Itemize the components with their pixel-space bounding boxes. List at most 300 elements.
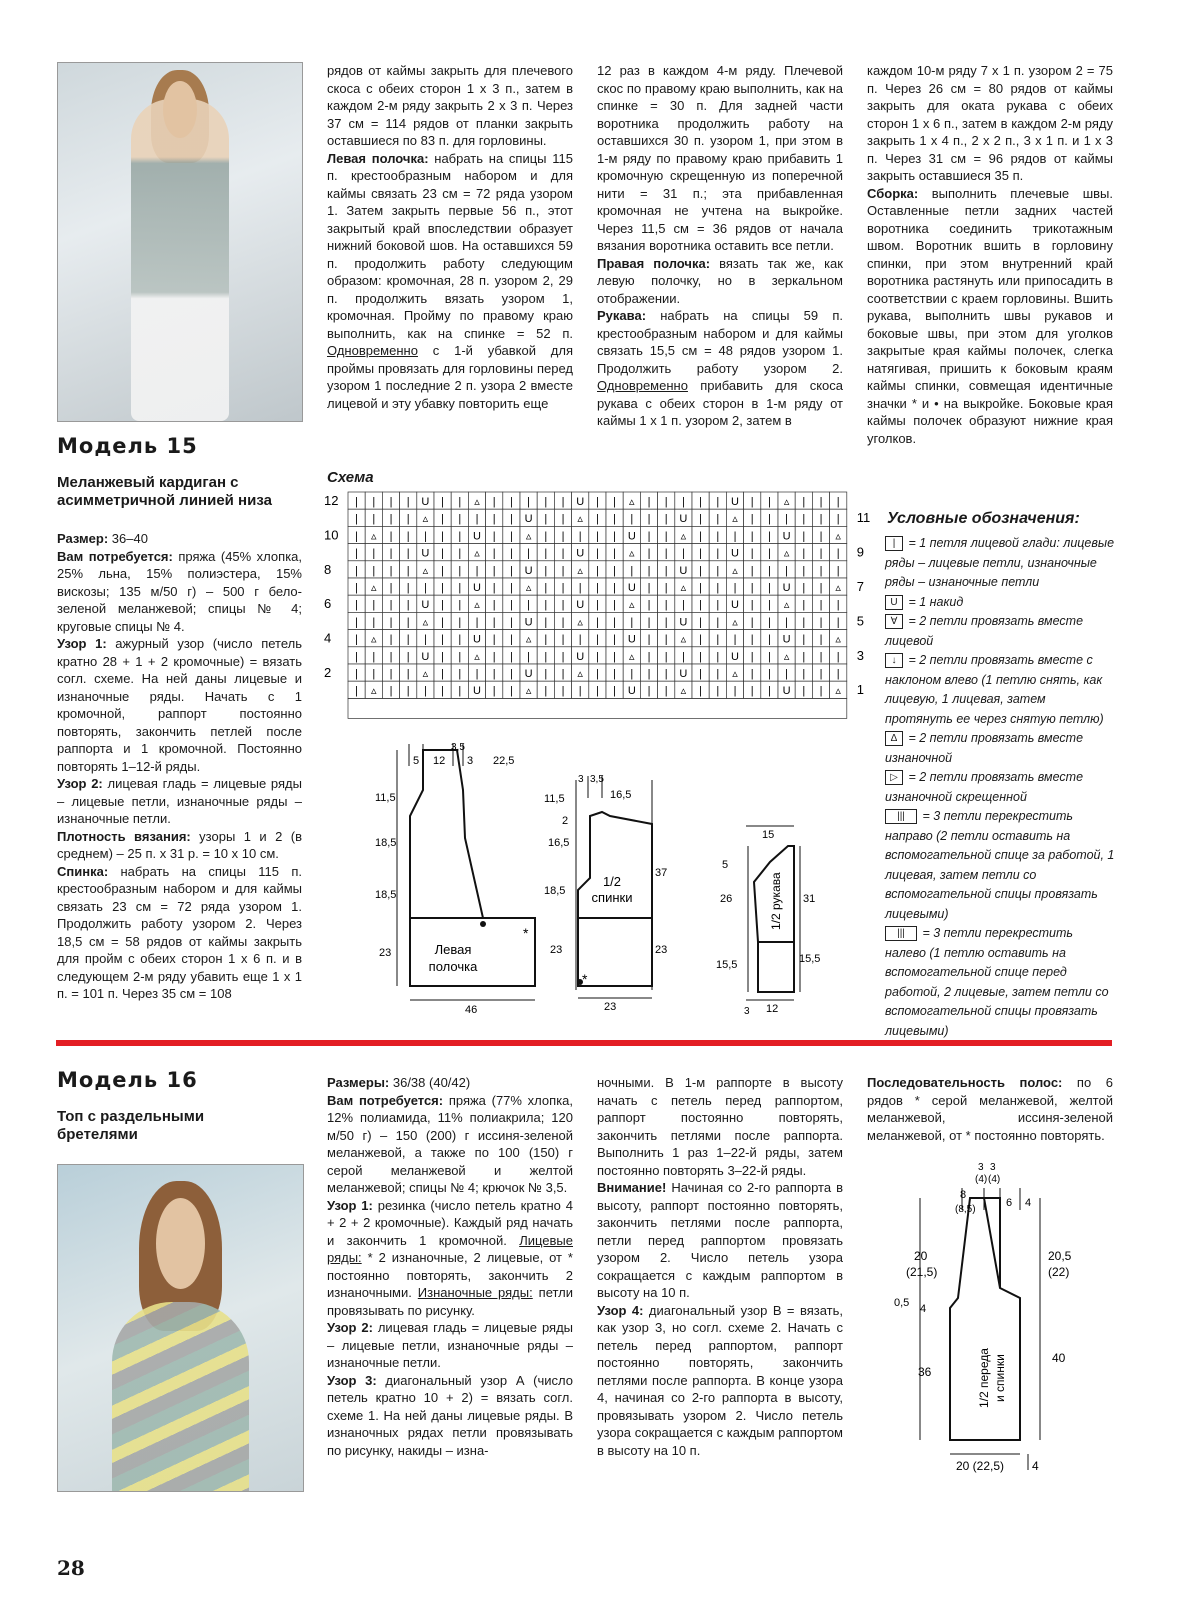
chart-symbol: | [441, 530, 445, 543]
chart-row-number: 10 [324, 527, 339, 543]
piece-label: Левая [434, 942, 472, 957]
chart-symbol: | [750, 547, 754, 560]
chart-symbol: | [527, 599, 531, 612]
chart-symbol: | [819, 547, 823, 560]
diagram-left-front [365, 738, 555, 1023]
chart-symbol: | [647, 513, 651, 526]
chart-symbol: | [613, 496, 617, 508]
chart-symbol: | [458, 633, 462, 646]
chart-symbol: ▵ [525, 530, 532, 543]
chart-symbol: | [372, 650, 376, 663]
chart-symbol: | [389, 496, 393, 508]
chart-symbol: | [372, 547, 376, 560]
chart-symbol: ▵ [577, 668, 583, 680]
chart-symbol: | [561, 685, 565, 698]
chart-symbol: | [561, 547, 565, 560]
chart-symbol: | [613, 685, 617, 698]
model15-col4 [867, 62, 1113, 447]
chart-symbol: ▵ [680, 633, 687, 646]
chart-symbol: | [664, 582, 668, 594]
chart-symbol: | [441, 668, 445, 680]
chart-symbol: | [699, 650, 703, 663]
chart-symbol: | [492, 685, 496, 698]
legend [885, 534, 1115, 1041]
paragraph: Узор 1: резинка (число петель кратно 4 + 2 + 2 кромочные). Каждый ряд начать и закончить 1 кромочной. Лицевые ряды: * 2 изнаночные, 2 лицевые, от * постоянно повторять, закончить 2 изнаночными. Изнаночные ряды: петли провязывать по рисунку. [327, 1197, 574, 1318]
chart-symbol: | [458, 616, 462, 629]
model15-subtitle [57, 474, 307, 510]
model15-subtitle-line2: асимметричной линией низа [57, 492, 272, 509]
legend-item: Δ = 2 петли провязать вместе изнаночной [885, 731, 1084, 765]
dim-label: 6 [1006, 1197, 1013, 1209]
chart-symbol: | [664, 650, 668, 663]
chart-symbol: | [458, 685, 462, 698]
chart-symbol: | [458, 668, 462, 680]
chart-symbol: | [699, 599, 703, 612]
paragraph: Сборка: выполнить плечевые швы. Оставленные петли задних частей воротника соединить трикотажным швом. Воротник вшить в горловину спинки, при этом внутренний край воротника растянуть или припосадить в соответствии с краем горловины. Вшить рукава, выполнить швы рукавов и боковые швы, при этом для уголков закрытые края каймы полочек, слегка натягивая, пришить к боковым краям каймы спинки, совмещая идентичные значки * и • на выкройке. Боковые края каймы полочек образуют нижние края уголков. [867, 185, 1113, 446]
chart-symbol: | [509, 564, 513, 577]
diagram-top [880, 1158, 1100, 1488]
piece-label: 1/2 переда [977, 1348, 991, 1408]
section-divider [56, 1040, 1112, 1046]
dim-label: 18,5 [375, 837, 397, 849]
dim-label: 20,5 [1048, 1249, 1072, 1263]
chart-symbol: | [441, 513, 445, 526]
dim-label: 15,5 [799, 953, 821, 965]
chart-symbol: | [561, 496, 565, 508]
chart-symbol: | [544, 530, 548, 543]
chart-symbol: | [785, 668, 789, 680]
chart-symbol: | [544, 582, 548, 594]
chart-symbol: | [595, 599, 599, 612]
chart-symbol: | [355, 513, 359, 526]
chart-symbol: | [716, 650, 720, 663]
chart-symbol: | [355, 530, 359, 543]
chart-symbol: | [492, 530, 496, 543]
dim-label: 2 [562, 815, 569, 827]
chart-symbol: | [372, 668, 376, 680]
chart-row-number: 7 [856, 579, 865, 594]
cross-right-icon: ||| [885, 809, 917, 824]
chart-symbol: | [406, 582, 410, 594]
chart-symbol: | [647, 599, 651, 612]
chart-symbol: | [372, 513, 376, 526]
chart-symbol: | [509, 530, 513, 543]
chart-symbol: | [716, 547, 720, 560]
chart-symbol: | [458, 496, 462, 508]
k2tog-icon: ∀ [885, 614, 903, 629]
model16-subtitle [57, 1108, 307, 1144]
chart-symbol: U [679, 616, 688, 629]
dim-label: 12 [433, 755, 446, 767]
chart-symbol: U [524, 564, 533, 577]
piece-label: спинки [591, 890, 633, 905]
chart-symbol: U [576, 547, 585, 560]
chart-row-number: 8 [324, 561, 332, 577]
chart-symbol: | [441, 599, 445, 612]
chart-symbol: | [389, 513, 393, 526]
piece-label: 1/2 [602, 874, 622, 889]
chart-symbol: ▵ [835, 530, 841, 543]
chart-symbol: | [630, 616, 634, 629]
paragraph: Размер: 36–40 [57, 531, 148, 546]
chart-symbol: | [544, 496, 548, 508]
model15-col1 [57, 530, 302, 1003]
chart-row-number: 9 [856, 544, 865, 560]
chart-symbol: | [836, 599, 840, 612]
chart-symbol: | [475, 616, 479, 629]
legend-item: ||| = 3 петли перекрестить налево (1 петлю оставить на вспомогательной спице перед работой, 2 лицевые, затем петли со вспомогательной спицы провязать лицевыми) [885, 926, 1109, 1038]
chart-symbol: | [716, 564, 720, 577]
chart-symbol: | [527, 547, 531, 560]
chart-symbol: | [492, 650, 496, 663]
chart-symbol: U [627, 582, 636, 594]
chart-symbol: | [544, 547, 548, 560]
paragraph: Узор 4: диагональный узор В = вязать, как узор 3, но согл. схеме 2. Начать с петель перед раппортом, раппорт постоянно повторять, закончить петлями после раппорта. В конце узора 4, начиная со 2-го раппорта в высоту, провязывать узором 2. Число петель узора сокращается с каждым раппортом в высоту на 10 п. [597, 1302, 843, 1458]
page-number: 28 [57, 1556, 85, 1580]
chart-symbol: | [819, 633, 823, 646]
chart-symbol: | [355, 582, 359, 594]
chart-symbol: | [355, 496, 359, 508]
chart-symbol: | [613, 530, 617, 543]
chart-symbol: | [561, 668, 565, 680]
chart-symbol: | [578, 685, 582, 698]
ssk-icon: ↓ [885, 653, 903, 668]
paragraph: 12 раз в каждом 4-м ряду. Плечевой скос по правому краю выполнить, как на спинке = 30 п. Для задней части воротника продолжить работу на оставшихся 30 п. узором 1, при этом в 1-м ряду по правому краю прибавить 1 кромочную скрещенную из поперечной нити = 31 п.; эта прибавленная кромочная не учтена на выкройке. Через 11,5 см = 36 рядов от начала вязания воротника оставить все петли. [597, 63, 843, 253]
chart-symbol: | [664, 530, 668, 543]
p2tog-tbl-icon: ▷ [885, 770, 903, 785]
chart-symbol: | [750, 530, 754, 543]
chart-symbol: | [836, 496, 840, 508]
chart-symbol: | [733, 582, 737, 594]
chart-symbol: | [389, 668, 393, 680]
chart-symbol: | [406, 685, 410, 698]
piece-label: 1/2 рукава [769, 872, 783, 930]
chart-symbol: | [836, 513, 840, 526]
chart-symbol: | [544, 616, 548, 629]
chart-symbol: | [664, 685, 668, 698]
chart-symbol: | [750, 616, 754, 629]
chart-symbol: | [767, 564, 771, 577]
paragraph: Узор 2: лицевая гладь = лицевые ряды – лицевые петли, изнаночные ряды – изнаночные петли. [327, 1320, 573, 1370]
chart-symbol: | [613, 582, 617, 594]
chart-row-numbers-left [324, 493, 338, 680]
chart-symbol: ▵ [577, 564, 583, 577]
model15-photo [57, 62, 303, 422]
dim-label: (4) [975, 1174, 988, 1185]
chart-symbol: | [647, 685, 651, 698]
model16-col4 [867, 1074, 1113, 1144]
chart-symbol: | [819, 616, 823, 629]
front-outline [410, 750, 535, 986]
chart-symbol: | [750, 668, 754, 680]
chart-symbol: | [423, 582, 427, 594]
chart-symbol: ▵ [732, 564, 738, 577]
paragraph: Узор 1: ажурный узор (число петель кратно 28 + 1 + 2 кромочные) = вязать согл. схеме. На ней даны лицевые и изнаночные ряды. Начать с 1 кромочной, раппорт постоянно повторять, закончить петлей после раппорта и 1 кромочной. Постоянно повторять 1–12-й ряды. [57, 636, 302, 774]
chart-symbol: | [372, 616, 376, 629]
chart-symbol: | [750, 685, 754, 698]
chart-symbol: | [613, 650, 617, 663]
chart-symbol: | [372, 496, 376, 508]
chart-symbol: ▵ [835, 633, 841, 646]
chart-symbol: ▵ [371, 582, 377, 594]
chart-symbol: | [819, 685, 823, 698]
chart-symbol: | [819, 496, 823, 508]
paragraph: Рукава: набрать на спицы 59 п. крестообразным набором и для каймы связать 15,5 см = 48 рядов узором 1. Продолжить работу узором 2. Одновременно прибавить для скоса рукава с обеих сторон в 1-м ряду от каймы 1 х 1 п. узором 2, затем в [597, 308, 843, 428]
paragraph: Вам потребуется: пряжа (77% хлопка, 12% полиамида, 11% полиакрила; 120 м/50 г) – 150 (200) г иссиня-зеленой меланжевой, а также по 100 (150) г серой меланжевой и желтой меланжевой; спицы № 4; крючок № 3,5. [327, 1092, 574, 1195]
piece-label: полочка [428, 959, 478, 974]
dim-label: 12 [766, 1003, 779, 1015]
chart-symbol: | [647, 496, 651, 508]
chart-symbol: | [664, 564, 668, 577]
chart-symbol: | [647, 668, 651, 680]
chart-symbol: | [750, 599, 754, 612]
dim-label: 11,5 [375, 792, 396, 804]
paragraph: Левая полочка: набрать на спицы 115 п. крестообразным набором и для каймы связать 23 см = 72 ряда узором 1. Затем закрыть первые 56 п., этот закрытый край впоследствии образует нижний боковой шов. На оставшихся 59 п. продолжить работу следующим образом: кромочная, 28 п. узором 2, 29 п. продолжить вязать узором 1, кромочная. Пройму по правому краю выполнить, как на спинке = 52 п. Одновременно с 1-й убавкой для проймы провязать для горловины перед узором 1 последние 2 п. узора 2 вместе лицевой и эту убавку повторить еще [327, 150, 573, 411]
paragraph: Последовательность полос: по 6 рядов * серой меланжевой, желтой меланжевой, иссиня-зеленой меланжевой, от * постоянно повторять. [867, 1075, 1113, 1143]
dim-label: 4 [920, 1303, 927, 1315]
chart-symbol: | [423, 685, 427, 698]
chart-symbol: ▵ [680, 530, 687, 543]
chart-symbol: | [750, 633, 754, 646]
chart-symbol: ▵ [422, 668, 429, 680]
chart-symbol: | [647, 633, 651, 646]
chart-symbol: | [630, 513, 634, 526]
model16-title: Модель 16 [57, 1068, 198, 1092]
chart-symbol: ▵ [371, 685, 377, 698]
knit-stitch-icon: | [885, 536, 903, 551]
chart-symbol: | [492, 668, 496, 680]
chart-symbol: | [406, 616, 410, 629]
chart-symbol: | [802, 530, 806, 543]
chart-symbol: | [389, 685, 393, 698]
chart-symbol: | [595, 668, 599, 680]
chart-symbol: | [630, 668, 634, 680]
chart-symbol: | [716, 633, 720, 646]
chart-symbol: ▵ [474, 650, 480, 663]
chart-symbol: | [406, 513, 410, 526]
dim-label: 16,5 [548, 837, 570, 849]
dim-label: 37 [655, 867, 668, 879]
chart-symbol: ▵ [732, 668, 738, 680]
chart-symbol: ▵ [422, 616, 429, 629]
dim-label: 3 [578, 774, 584, 785]
dim-label: 3 [744, 1006, 750, 1017]
dim-label: 23 [655, 944, 668, 956]
dim-label: 18,5 [544, 885, 566, 897]
chart-symbol: ▵ [629, 496, 635, 508]
chart-symbol: | [458, 582, 462, 594]
chart-symbol: | [767, 685, 771, 698]
dim-label: 3,5 [590, 774, 604, 785]
paragraph: Внимание! Начиная со 2-го раппорта в высоту, раппорт постоянно повторять, закончить петлями после раппорта, петли перед раппортом провязать узором 2. Число петель узора сокращается с каждым раппортом в высоту на 10 п. [597, 1180, 843, 1300]
chart-row-number: 5 [856, 613, 865, 629]
chart-symbol: ▵ [371, 633, 377, 646]
chart-symbol: | [441, 685, 445, 698]
chart-symbol: | [767, 668, 771, 680]
chart-symbol: ▵ [422, 564, 429, 577]
dim-label: 3 [467, 755, 474, 767]
chart-symbol: | [699, 668, 703, 680]
chart-symbol: | [716, 616, 720, 629]
marker-dot [480, 921, 486, 927]
chart-symbol: | [664, 633, 668, 646]
chart-symbol: | [423, 530, 427, 543]
chart-symbol: U [679, 513, 688, 526]
knitting-chart [318, 488, 873, 720]
chart-symbol: | [389, 616, 393, 629]
chart-symbol: | [785, 513, 789, 526]
chart-symbol: | [802, 513, 806, 526]
chart-row-number: 11 [856, 510, 871, 526]
chart-symbol: | [423, 633, 427, 646]
chart-symbol: U [473, 685, 481, 698]
chart-symbol: | [767, 582, 771, 594]
dim-label: 4 [1032, 1459, 1039, 1473]
chart-symbol: | [716, 668, 720, 680]
chart-symbol: | [802, 668, 806, 680]
chart-symbol: | [492, 513, 496, 526]
chart-symbol: | [458, 650, 462, 663]
legend-title: Условные обозначения: [887, 510, 1080, 527]
chart-symbol: | [785, 564, 789, 577]
chart-symbol: U [473, 530, 481, 543]
chart-symbol: ▵ [835, 685, 841, 698]
chart-symbol: | [819, 668, 823, 680]
chart-symbol: U [627, 633, 636, 646]
chart-symbol: U [731, 496, 739, 508]
chart-symbol: | [750, 564, 754, 577]
chart-symbol: | [355, 685, 359, 698]
chart-symbol: U [524, 616, 533, 629]
model15-subtitle-line1: Меланжевый кардиган с [57, 474, 239, 491]
chart-symbol: | [561, 616, 565, 629]
chart-symbol: U [679, 668, 688, 680]
chart-symbol: ▵ [680, 582, 687, 594]
dim-label: 23 [604, 1001, 617, 1013]
chart-symbol: | [767, 650, 771, 663]
chart-symbol: | [802, 547, 806, 560]
chart-symbol: | [681, 547, 685, 560]
chart-symbol: U [731, 547, 739, 560]
chart-symbol: | [595, 513, 599, 526]
dim-label: 20 [914, 1249, 928, 1263]
chart-symbol: U [576, 496, 585, 508]
chart-symbol: ▵ [835, 582, 841, 594]
chart-symbol: | [733, 633, 737, 646]
dim-label: (4) [988, 1174, 1001, 1185]
chart-row-number: 2 [324, 665, 332, 680]
chart-symbol: | [699, 616, 703, 629]
chart-symbol: | [836, 564, 840, 577]
chart-symbol: | [458, 547, 462, 560]
chart-symbol: U [524, 513, 533, 526]
chart-symbol: | [802, 685, 806, 698]
chart-symbol: | [355, 633, 359, 646]
dim-label: 18,5 [375, 889, 397, 901]
chart-symbol: | [595, 633, 599, 646]
star-marker: * [523, 925, 529, 941]
chart-symbol: | [836, 616, 840, 629]
chart-symbol: | [355, 616, 359, 629]
chart-symbol: | [406, 530, 410, 543]
paragraph: Узор 2: лицевая гладь = лицевые ряды – лицевые петли, изнаночные ряды – изнаночные петли. [57, 776, 302, 826]
dim-label: 23 [379, 947, 392, 959]
chart-symbol: | [595, 616, 599, 629]
p2tog-icon: Δ [885, 731, 903, 746]
chart-symbol: U [782, 582, 791, 594]
chart-symbol: | [613, 668, 617, 680]
chart-row-numbers-right [857, 510, 871, 697]
chart-symbol: | [355, 668, 359, 680]
dim-label: 15 [762, 829, 775, 841]
chart-symbol: | [802, 633, 806, 646]
chart-symbol: | [509, 513, 513, 526]
chart-symbol: | [561, 582, 565, 594]
dim-label: (21,5) [906, 1265, 938, 1279]
chart-symbol: ▵ [577, 616, 583, 629]
chart-symbol: | [475, 564, 479, 577]
chart-symbol: | [389, 599, 393, 612]
paragraph: Плотность вязания: узоры 1 и 2 (в среднем) – 25 п. х 31 р. = 10 х 10 см. [57, 828, 302, 861]
chart-symbol: | [544, 513, 548, 526]
chart-symbol: ▵ [474, 496, 480, 508]
dim-label: 11,5 [544, 793, 565, 805]
chart-symbol: | [750, 496, 754, 508]
chart-symbol: | [355, 547, 359, 560]
chart-symbol: | [492, 547, 496, 560]
dim-label: 46 [465, 1004, 478, 1016]
chart-symbol: | [647, 582, 651, 594]
chart-symbol: | [355, 650, 359, 663]
chart-symbol: ▵ [474, 547, 480, 560]
chart-symbol: | [406, 650, 410, 663]
chart-symbol: | [561, 564, 565, 577]
chart-symbol: | [475, 513, 479, 526]
dim-label: 26 [720, 893, 733, 905]
chart-symbol: | [613, 599, 617, 612]
chart-symbol: | [544, 564, 548, 577]
chart-symbol: | [681, 650, 685, 663]
chart-symbol: | [595, 496, 599, 508]
chart-symbol: | [836, 668, 840, 680]
cross-left-icon: ||| [885, 926, 917, 941]
chart-symbol: | [372, 599, 376, 612]
dim-label: (22) [1048, 1265, 1070, 1279]
chart-symbol: | [441, 582, 445, 594]
chart-symbol: ▵ [422, 513, 429, 526]
chart-symbol: ▵ [577, 513, 583, 526]
chart-symbol: | [664, 547, 668, 560]
chart-symbol: | [406, 599, 410, 612]
chart-symbol: | [509, 650, 513, 663]
paragraph: Вам потребуется: пряжа (45% хлопка, 25% льна, 15% полиэстера, 15% вискозы; 135 м/50 г) – 500 г бело-зеленой меланжевой; спицы № 4; круговые спицы № 4. [57, 548, 303, 634]
chart-symbol: | [647, 650, 651, 663]
chart-symbol: | [527, 496, 531, 508]
chart-symbol: | [699, 685, 703, 698]
chart-symbol: | [699, 513, 703, 526]
chart-symbol: | [716, 496, 720, 508]
chart-symbol: | [509, 668, 513, 680]
chart-symbol: | [647, 616, 651, 629]
chart-symbol: | [664, 599, 668, 612]
chart-symbol: | [441, 616, 445, 629]
chart-symbol: | [802, 582, 806, 594]
chart-symbol: U [576, 650, 585, 663]
chart-symbol: ▵ [371, 530, 377, 543]
chart-symbol: ▵ [629, 599, 635, 612]
chart-symbol: | [647, 564, 651, 577]
chart-symbol: | [578, 633, 582, 646]
